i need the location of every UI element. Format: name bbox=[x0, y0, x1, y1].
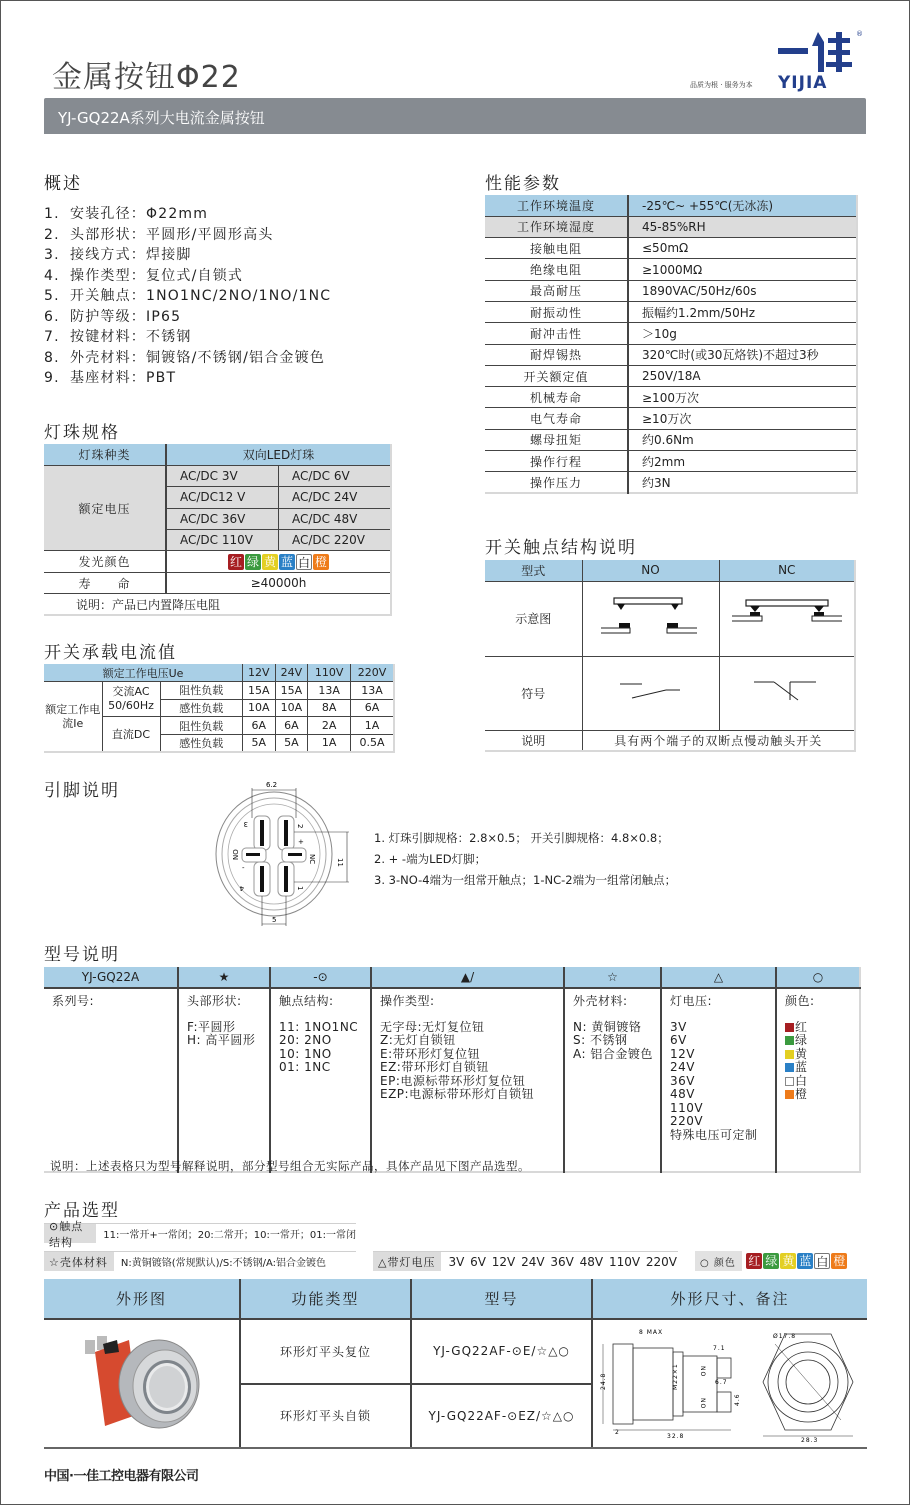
color-option bbox=[785, 1048, 859, 1062]
performance-row bbox=[485, 408, 857, 429]
param-value: ≥100万次 bbox=[628, 387, 857, 408]
performance-row bbox=[485, 238, 857, 259]
op-cell bbox=[371, 988, 564, 1172]
performance-table bbox=[485, 195, 858, 494]
color-name: 绿 bbox=[795, 1033, 808, 1047]
current-table bbox=[44, 664, 395, 753]
overview-item-number: 1. bbox=[44, 206, 60, 222]
color-list bbox=[785, 1021, 859, 1102]
option-item: EZP:电源标带环形灯自锁钮 bbox=[380, 1087, 535, 1101]
pin-diagram bbox=[212, 778, 362, 930]
led-voltage: AC/DC 6V bbox=[279, 465, 392, 486]
option-item: Z:无灯自锁钮 bbox=[380, 1033, 456, 1047]
param-value: 1890VAC/50Hz/60s bbox=[628, 280, 857, 301]
overview-item-number: 3. bbox=[44, 247, 60, 263]
pin-label-1: 1 bbox=[296, 886, 304, 891]
option-item: EZ:带环形灯自锁钮 bbox=[380, 1060, 489, 1074]
dc-label: 直流DC bbox=[102, 717, 160, 752]
option-item: H: 高平圆形 bbox=[187, 1033, 256, 1047]
pin-notes bbox=[374, 828, 676, 891]
color-chip: 红 bbox=[748, 1254, 761, 1268]
led-color-chips bbox=[166, 551, 391, 572]
param-name: 工作环境湿度 bbox=[485, 216, 628, 237]
param-value: ＞10g bbox=[628, 323, 857, 344]
load-type: 阻性负载 bbox=[160, 717, 243, 735]
color-cell bbox=[776, 988, 860, 1172]
series-label: 系列号: bbox=[52, 994, 95, 1008]
contact-table bbox=[485, 560, 856, 752]
led-type-value: 双向LED灯珠 bbox=[166, 444, 391, 465]
color-swatch-icon bbox=[785, 1090, 794, 1099]
param-name: 耐振动性 bbox=[485, 301, 628, 322]
model-table bbox=[44, 967, 861, 1173]
model-number: YJ-GQ22AF-⊙E/☆△○ bbox=[411, 1319, 592, 1384]
param-name: 机械寿命 bbox=[485, 387, 628, 408]
led-life-label: 寿 命 bbox=[44, 572, 166, 593]
voltage-header: 12V bbox=[243, 664, 276, 682]
ue-label: 额定工作电压Ue bbox=[44, 664, 243, 682]
pin-note: 2. + -端为LED灯脚； bbox=[374, 852, 487, 866]
option-list bbox=[187, 1021, 269, 1048]
led-voltage: AC/DC 48V bbox=[279, 508, 392, 529]
current-value: 1A bbox=[350, 717, 394, 735]
diagram-label: 示意图 bbox=[485, 581, 582, 656]
param-value: 约2mm bbox=[628, 451, 857, 472]
overview-item bbox=[44, 285, 331, 306]
model-note: 说明：上述表格只为型号解释说明，部分型号组合无实际产品，具体产品见下图产品选型。 bbox=[50, 1159, 530, 1173]
pin-label-4: 4 bbox=[239, 884, 244, 892]
pin-label-2: 2 bbox=[296, 824, 304, 829]
pin-label-plus: + bbox=[298, 838, 304, 846]
param-value: 约3N bbox=[628, 472, 857, 493]
overview-item-key: 开关触点： bbox=[70, 288, 146, 304]
overview-item-number: 4. bbox=[44, 267, 60, 284]
contact-values: 11:一常开+一常闭；20:二常开；10:一常开；01:一常闭 bbox=[103, 1230, 356, 1241]
color-option bbox=[785, 1088, 859, 1102]
desc-label: 说明 bbox=[485, 730, 582, 751]
color-swatch-icon bbox=[785, 1063, 794, 1072]
param-value: -25℃~ +55℃(无冰冻) bbox=[628, 195, 857, 216]
brand-slogan: 品质为根 · 服务为本 bbox=[690, 81, 753, 89]
brand-logo bbox=[778, 28, 863, 93]
performance-row bbox=[485, 216, 857, 237]
led-voltage: AC/DC 24V bbox=[279, 487, 392, 508]
head-cell bbox=[178, 988, 270, 1172]
option-item: N: 黄铜镀铬 bbox=[573, 1019, 642, 1034]
color-swatch-icon bbox=[785, 1050, 794, 1059]
pins-heading: 引脚说明 bbox=[44, 781, 120, 801]
color-label: 颜色: bbox=[785, 994, 815, 1008]
color-name: 白 bbox=[795, 1073, 808, 1088]
overview-item-number: 6. bbox=[44, 308, 60, 325]
nc-diagram bbox=[719, 581, 855, 656]
overview-item bbox=[44, 326, 331, 347]
color-chips bbox=[742, 1253, 848, 1269]
performance-row bbox=[485, 429, 857, 450]
color-option bbox=[785, 1061, 859, 1075]
current-value: 0.5A bbox=[350, 734, 394, 752]
overview-heading: 概述 bbox=[44, 174, 82, 194]
dim-label: 2 bbox=[615, 1429, 620, 1436]
dim-label: 24.8 bbox=[600, 1372, 607, 1390]
param-name: 最高耐压 bbox=[485, 280, 628, 301]
shell-key-box bbox=[44, 1251, 356, 1271]
option-item: 12V bbox=[670, 1046, 695, 1061]
contact-heading: 开关触点结构说明 bbox=[485, 538, 637, 558]
dim-label: 7.1 bbox=[713, 1345, 726, 1352]
overview-item-key: 基座材料： bbox=[70, 370, 146, 386]
performance-heading: 性能参数 bbox=[485, 174, 561, 194]
dim-bottom: 5 bbox=[272, 916, 277, 924]
dim-label: Ø17.8 bbox=[773, 1333, 797, 1340]
param-value: 250V/18A bbox=[628, 365, 857, 386]
dim-label: NO bbox=[699, 1366, 706, 1378]
led-life-value: ≥40000h bbox=[166, 572, 391, 593]
overview-item bbox=[44, 203, 331, 224]
model-col-shell: ☆ bbox=[564, 967, 661, 988]
overview-item-value: IP65 bbox=[146, 308, 182, 325]
pin-note: 3. 3-NO-4端为一组常开触点；1-NC-2端为一组常闭触点； bbox=[374, 873, 677, 887]
pin-label-nc: NC bbox=[308, 854, 316, 865]
performance-row bbox=[485, 365, 857, 386]
option-item: EP:电源标带环形灯复位钮 bbox=[380, 1073, 526, 1088]
overview-item bbox=[44, 224, 331, 245]
overview-item-value: 复位式/自锁式 bbox=[146, 267, 244, 284]
performance-row bbox=[485, 195, 857, 216]
shell-values: N:黄铜镀铬(常规默认)/S:不锈钢/A:铝合金镀色 bbox=[120, 1258, 327, 1269]
color-chip: 黄 bbox=[782, 1254, 795, 1268]
color-option bbox=[785, 1075, 859, 1089]
pin-label-minus: - bbox=[242, 864, 245, 872]
shell-label: 外壳材料: bbox=[573, 994, 628, 1008]
series-cell bbox=[44, 988, 178, 1172]
option-item: 6V bbox=[670, 1033, 687, 1047]
overview-item-value: Φ22mm bbox=[146, 206, 209, 222]
option-item: 无字母:无灯复位钮 bbox=[380, 1019, 485, 1034]
overview-item-value: PBT bbox=[146, 370, 177, 386]
overview-item bbox=[44, 244, 331, 265]
param-name: 开关额定值 bbox=[485, 365, 628, 386]
company-name: 中国·一佳工控电器有限公司 bbox=[44, 1469, 199, 1484]
load-type: 感性负载 bbox=[160, 734, 243, 752]
led-voltage: AC/DC 220V bbox=[279, 530, 392, 551]
shell-cell bbox=[564, 988, 661, 1172]
model-col-series: YJ-GQ22A bbox=[44, 967, 178, 988]
col-appearance: 外形图 bbox=[44, 1279, 240, 1319]
dim-label: 28.3 bbox=[801, 1437, 819, 1444]
color-swatch-icon bbox=[785, 1023, 794, 1032]
param-name: 电气寿命 bbox=[485, 408, 628, 429]
overview-list bbox=[44, 203, 331, 388]
color-option bbox=[785, 1034, 859, 1048]
overview-item-value: 铜镀铬/不锈钢/铝合金镀色 bbox=[146, 349, 326, 366]
overview-item-key: 接线方式： bbox=[70, 247, 146, 263]
param-name: 操作行程 bbox=[485, 451, 628, 472]
param-name: 耐焊锡热 bbox=[485, 344, 628, 365]
contact-cell bbox=[270, 988, 371, 1172]
voltage-key: △带灯电压 bbox=[373, 1252, 441, 1271]
contact-key: ⊙触点结构 bbox=[44, 1224, 96, 1243]
current-value: 6A bbox=[243, 717, 276, 735]
performance-row bbox=[485, 323, 857, 344]
col-function: 功能类型 bbox=[240, 1279, 411, 1319]
voltage-values: 3V 6V 12V 24V 36V 48V 110V 220V bbox=[448, 1254, 677, 1269]
current-value: 1A bbox=[308, 734, 351, 752]
option-item: E:带环形灯复位钮 bbox=[380, 1046, 481, 1061]
symbol-label: 符号 bbox=[485, 656, 582, 730]
model-col-contact: -⊙ bbox=[270, 967, 371, 988]
color-chip: 黄 bbox=[263, 554, 276, 569]
pin-note: 1. 灯珠引脚规格：2.8×0.5； 开关引脚规格：4.8×0.8； bbox=[374, 831, 669, 845]
option-item: F:平圆形 bbox=[187, 1019, 236, 1034]
param-value: ≥10万次 bbox=[628, 408, 857, 429]
current-value: 10A bbox=[275, 699, 308, 717]
option-item: 48V bbox=[670, 1087, 695, 1101]
color-name: 蓝 bbox=[795, 1060, 808, 1074]
color-name: 红 bbox=[795, 1019, 808, 1034]
function-type: 环形灯平头自锁 bbox=[240, 1384, 411, 1449]
performance-row bbox=[485, 280, 857, 301]
pin-label-no: NO bbox=[232, 849, 240, 860]
color-key: ○ 颜色 bbox=[695, 1251, 742, 1271]
head-label: 头部形状: bbox=[187, 994, 242, 1008]
option-item: 20: 2NO bbox=[279, 1033, 332, 1047]
color-chip: 红 bbox=[229, 554, 242, 569]
series-banner: YJ-GQ22A系列大电流金属按钮 bbox=[44, 98, 866, 134]
performance-row bbox=[485, 387, 857, 408]
ie-label: 额定工作电流Ie bbox=[44, 682, 102, 752]
param-name: 绝缘电阻 bbox=[485, 259, 628, 280]
color-chip: 蓝 bbox=[799, 1254, 812, 1268]
contact-nc-header: NC bbox=[719, 560, 855, 581]
dim-side: 11 bbox=[336, 858, 344, 867]
performance-row bbox=[485, 259, 857, 280]
col-dimensions: 外形尺寸、备注 bbox=[592, 1279, 867, 1319]
color-key-box bbox=[695, 1251, 865, 1271]
overview-item-number: 2. bbox=[44, 226, 60, 243]
option-item: 110V bbox=[670, 1100, 704, 1115]
no-diagram bbox=[582, 581, 719, 656]
option-list bbox=[279, 1021, 370, 1075]
current-value: 13A bbox=[308, 682, 351, 700]
ac-label: 交流AC 50/60Hz bbox=[102, 682, 160, 717]
function-type: 环形灯平头复位 bbox=[240, 1319, 411, 1384]
overview-item-number: 8. bbox=[44, 349, 60, 366]
led-color-label: 发光颜色 bbox=[44, 551, 166, 572]
overview-item-key: 按键材料： bbox=[70, 329, 146, 345]
color-name: 橙 bbox=[795, 1087, 808, 1101]
shell-key: ☆壳体材料 bbox=[44, 1252, 114, 1271]
lamp-label: 灯电压: bbox=[670, 994, 713, 1008]
option-item: 01: 1NC bbox=[279, 1060, 331, 1074]
option-list bbox=[573, 1021, 660, 1062]
dim-label: M22×1 bbox=[672, 1363, 679, 1390]
performance-row bbox=[485, 344, 857, 365]
registered-mark: ® bbox=[856, 30, 863, 38]
overview-item-number: 5. bbox=[44, 288, 60, 304]
overview-item-number: 9. bbox=[44, 370, 60, 386]
nc-symbol bbox=[719, 656, 855, 730]
overview-item-number: 7. bbox=[44, 329, 60, 345]
model-col-head: ★ bbox=[178, 967, 270, 988]
param-name: 耐冲击性 bbox=[485, 323, 628, 344]
brand-name: YIJIA bbox=[778, 73, 828, 93]
selection-heading: 产品选型 bbox=[44, 1201, 120, 1221]
contact-desc: 具有两个端子的双断点慢动触头开关 bbox=[614, 733, 823, 748]
voltage-header: 220V bbox=[350, 664, 394, 682]
option-item: 10: 1NO bbox=[279, 1046, 332, 1061]
current-value: 15A bbox=[275, 682, 308, 700]
color-chip: 橙 bbox=[833, 1254, 846, 1268]
contact-type-label: 型式 bbox=[485, 560, 582, 581]
performance-row bbox=[485, 451, 857, 472]
model-number: YJ-GQ22AF-⊙EZ/☆△○ bbox=[411, 1384, 592, 1449]
performance-row bbox=[485, 472, 857, 493]
model-col-color: ○ bbox=[776, 967, 860, 988]
option-item: 24V bbox=[670, 1060, 695, 1074]
param-value: 45-85%RH bbox=[628, 216, 857, 237]
color-name: 黄 bbox=[795, 1046, 808, 1061]
option-item: 220V bbox=[670, 1114, 704, 1128]
color-chip: 绿 bbox=[765, 1254, 778, 1268]
overview-item-value: 1NO1NC/2NO/1NO/1NC bbox=[146, 288, 332, 304]
col-model: 型号 bbox=[411, 1279, 592, 1319]
led-type-label: 灯珠种类 bbox=[44, 444, 166, 465]
color-option bbox=[785, 1021, 859, 1035]
param-value: ≤50mΩ bbox=[628, 238, 857, 259]
led-voltage-label: 额定电压 bbox=[44, 465, 166, 551]
model-heading: 型号说明 bbox=[44, 945, 120, 965]
product-photo bbox=[44, 1319, 240, 1448]
color-chip: 白 bbox=[816, 1255, 829, 1269]
led-voltage: AC/DC12 V bbox=[166, 487, 279, 508]
option-item: A: 铝合金镀色 bbox=[573, 1046, 653, 1061]
model-col-lamp: △ bbox=[661, 967, 776, 988]
overview-item-value: 平圆形/平圆形高头 bbox=[146, 226, 274, 243]
led-voltage: AC/DC 3V bbox=[166, 465, 279, 486]
current-heading: 开关承载电流值 bbox=[44, 643, 177, 663]
model-col-op: ▲/ bbox=[371, 967, 564, 988]
led-heading: 灯珠规格 bbox=[44, 423, 120, 443]
overview-item bbox=[44, 265, 331, 286]
no-symbol bbox=[582, 656, 719, 730]
param-name: 螺母扭矩 bbox=[485, 429, 628, 450]
op-label: 操作类型: bbox=[380, 994, 435, 1008]
contact-label: 触点结构: bbox=[279, 994, 334, 1008]
overview-item bbox=[44, 306, 331, 327]
param-value: 振幅约1.2mm/50Hz bbox=[628, 301, 857, 322]
option-list bbox=[380, 1021, 563, 1102]
current-value: 6A bbox=[275, 717, 308, 735]
option-item: 11: 1NO1NC bbox=[279, 1019, 359, 1034]
lamp-cell bbox=[661, 988, 776, 1172]
overview-item bbox=[44, 347, 331, 368]
performance-row bbox=[485, 301, 857, 322]
led-voltage: AC/DC 110V bbox=[166, 530, 279, 551]
option-item: 36V bbox=[670, 1073, 695, 1088]
led-table bbox=[44, 444, 392, 616]
overview-item-key: 防护等级： bbox=[70, 308, 146, 325]
overview-item-key: 操作类型： bbox=[70, 267, 146, 284]
color-chip: 蓝 bbox=[280, 554, 293, 569]
option-list bbox=[670, 1021, 775, 1143]
page-title: 金属按钮Φ22 bbox=[52, 60, 241, 95]
dim-top: 6.2 bbox=[266, 781, 278, 789]
contact-key-box bbox=[44, 1219, 356, 1249]
overview-item-key: 头部形状： bbox=[70, 226, 146, 243]
dim-label: NO bbox=[699, 1398, 706, 1410]
current-value: 8A bbox=[308, 699, 351, 717]
option-item: 特殊电压可定制 bbox=[670, 1127, 758, 1142]
dim-label: 6.7 bbox=[715, 1379, 728, 1386]
dim-label: 4.6 bbox=[734, 1393, 741, 1406]
overview-item-key: 安装孔径： bbox=[70, 206, 146, 222]
param-value: 约0.6Nm bbox=[628, 429, 857, 450]
option-item: 3V bbox=[670, 1019, 687, 1034]
current-value: 6A bbox=[350, 699, 394, 717]
current-value: 15A bbox=[243, 682, 276, 700]
overview-item bbox=[44, 367, 331, 388]
voltage-header: 110V bbox=[308, 664, 351, 682]
color-chip: 白 bbox=[297, 555, 310, 570]
overview-item-value: 焊接脚 bbox=[146, 247, 192, 263]
option-item: S: 不锈钢 bbox=[573, 1033, 628, 1047]
color-chip: 绿 bbox=[246, 554, 259, 569]
param-value: ≥1000MΩ bbox=[628, 259, 857, 280]
current-value: 2A bbox=[308, 717, 351, 735]
color-swatch-icon bbox=[785, 1036, 794, 1045]
voltage-header: 24V bbox=[275, 664, 308, 682]
load-type: 阻性负载 bbox=[160, 682, 243, 700]
color-chip: 橙 bbox=[314, 554, 327, 569]
led-voltage: AC/DC 36V bbox=[166, 508, 279, 529]
dim-label: 8 MAX bbox=[639, 1329, 664, 1336]
overview-item-value: 不锈钢 bbox=[146, 329, 192, 345]
current-value: 10A bbox=[243, 699, 276, 717]
dimension-drawing bbox=[592, 1319, 867, 1448]
param-name: 接触电阻 bbox=[485, 238, 628, 259]
product-table bbox=[44, 1279, 867, 1449]
pin-label-3: 3 bbox=[243, 820, 248, 828]
param-name: 操作压力 bbox=[485, 472, 628, 493]
contact-no-header: NO bbox=[582, 560, 719, 581]
load-type: 感性负载 bbox=[160, 699, 243, 717]
current-value: 5A bbox=[243, 734, 276, 752]
param-name: 工作环境温度 bbox=[485, 195, 628, 216]
param-value: 320℃时(或30瓦烙铁)不超过3秒 bbox=[628, 344, 857, 365]
current-value: 5A bbox=[275, 734, 308, 752]
voltage-key-box bbox=[373, 1251, 678, 1271]
overview-item-key: 外壳材料： bbox=[70, 349, 146, 366]
color-swatch-icon bbox=[785, 1077, 794, 1086]
dim-label: 32.8 bbox=[667, 1433, 685, 1440]
led-note: 说明：产品已内置降压电阻 bbox=[76, 597, 221, 612]
current-value: 13A bbox=[350, 682, 394, 700]
